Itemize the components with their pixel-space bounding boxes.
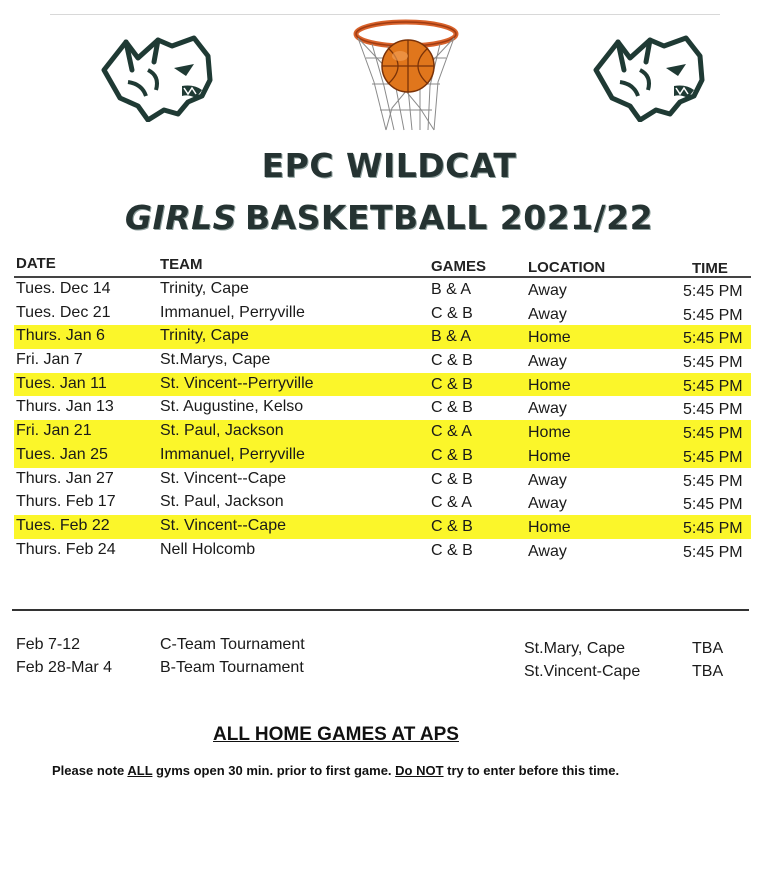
cell-games: C & B xyxy=(431,304,473,322)
cell-location: Home xyxy=(528,424,571,442)
cell-date: Thurs. Feb 17 xyxy=(16,493,116,511)
home-games-note: ALL HOME GAMES AT APS xyxy=(213,724,459,745)
table-row xyxy=(14,325,751,349)
cell-location: Away xyxy=(528,305,567,323)
cell-games: C & A xyxy=(431,423,472,441)
cell-date: Tues. Dec 21 xyxy=(16,303,111,321)
table-row xyxy=(14,396,751,420)
cell-date: Tues. Jan 25 xyxy=(16,445,108,463)
cell-time: 5:45 PM xyxy=(683,448,743,466)
basketball-hoop-icon xyxy=(350,12,462,134)
table-row xyxy=(14,420,751,444)
page-title: EPC WILDCAT xyxy=(261,146,517,185)
cell-time: 5:45 PM xyxy=(683,519,743,537)
cell-location: Away xyxy=(528,282,567,299)
cell-date: Fri. Jan 21 xyxy=(16,422,92,440)
cell-games: B & A xyxy=(431,328,472,346)
cell-date: Tues. Dec 14 xyxy=(16,280,111,297)
tournament-date: Feb 7-12 xyxy=(16,636,81,653)
cell-team: Immanuel, Perryville xyxy=(160,303,305,321)
tournament-time: TBA xyxy=(692,663,724,680)
cell-location: Away xyxy=(528,353,567,371)
table-row xyxy=(14,349,751,373)
cell-games: C & B xyxy=(431,375,473,393)
table-row xyxy=(14,515,751,539)
cell-games: C & B xyxy=(431,352,473,370)
cell-team: St.Marys, Cape xyxy=(160,351,271,369)
wildcat-head-icon xyxy=(98,30,216,122)
tournament-name: B-Team Tournament xyxy=(160,659,304,676)
cell-games: C & B xyxy=(431,517,473,535)
cell-team: St. Paul, Jackson xyxy=(160,493,284,511)
header-team: TEAM xyxy=(160,256,203,273)
cell-team: Immanuel, Perryville xyxy=(160,445,305,463)
gym-note-donot: Do NOT xyxy=(395,763,444,778)
cell-team: St. Vincent--Cape xyxy=(160,469,286,487)
cell-time: 5:45 PM xyxy=(683,472,743,490)
cell-time: 5:45 PM xyxy=(683,354,743,372)
cell-time: 5:45 PM xyxy=(683,283,743,300)
cell-location: Away xyxy=(528,542,567,560)
cell-team: Trinity, Cape xyxy=(160,327,249,345)
cell-time: 5:45 PM xyxy=(683,543,743,561)
cell-team: St. Paul, Jackson xyxy=(160,422,284,440)
table-row xyxy=(14,468,751,492)
cell-games: B & A xyxy=(431,281,472,298)
gym-note-middle: gyms open 30 min. prior to first game. xyxy=(152,763,396,778)
cell-location: Home xyxy=(528,376,571,394)
cell-time: 5:45 PM xyxy=(683,496,743,514)
cell-time: 5:45 PM xyxy=(683,377,743,395)
tournament-location: St.Mary, Cape xyxy=(524,640,626,657)
cell-games: C & A xyxy=(431,494,472,512)
gym-open-note xyxy=(52,763,619,778)
page-subtitle xyxy=(0,198,778,237)
cell-location: Home xyxy=(528,518,571,536)
cell-date: Thurs. Feb 24 xyxy=(16,540,116,558)
cell-games: C & B xyxy=(431,541,473,559)
cell-team: Nell Holcomb xyxy=(160,540,256,558)
cell-time: 5:45 PM xyxy=(683,306,743,324)
cell-time: 5:45 PM xyxy=(683,330,743,348)
table-row xyxy=(14,278,751,302)
cell-date: Thurs. Jan 6 xyxy=(16,327,105,345)
table-row xyxy=(14,491,751,515)
subtitle-girls: GIRLS xyxy=(124,198,237,237)
gym-note-suffix: try to enter before this time. xyxy=(443,763,620,778)
subtitle-rest: BASKETBALL 2021/22 xyxy=(244,198,654,237)
tournament-location: St.Vincent-Cape xyxy=(524,663,641,680)
cell-team: St. Vincent--Cape xyxy=(160,516,286,534)
cell-date: Fri. Jan 7 xyxy=(16,351,83,369)
cell-date: Tues. Feb 22 xyxy=(16,516,110,534)
cell-time: 5:45 PM xyxy=(683,425,743,443)
tournament-row xyxy=(14,659,754,683)
cell-team: St. Augustine, Kelso xyxy=(160,398,304,416)
cell-location: Home xyxy=(528,329,571,347)
cell-time: 5:45 PM xyxy=(683,401,743,419)
cell-games: C & B xyxy=(431,470,473,488)
table-header xyxy=(14,252,751,278)
cell-date: Thurs. Jan 27 xyxy=(16,469,114,487)
section-divider xyxy=(12,609,749,611)
tournament-name: C-Team Tournament xyxy=(160,636,305,653)
cell-location: Away xyxy=(528,495,567,513)
cell-team: Trinity, Cape xyxy=(160,280,249,297)
cell-team: St. Vincent--Perryville xyxy=(160,374,314,392)
cell-location: Home xyxy=(528,447,571,465)
header-games: GAMES xyxy=(431,258,487,275)
wildcat-head-icon xyxy=(590,30,708,122)
gym-note-all: ALL xyxy=(127,763,153,778)
cell-location: Away xyxy=(528,471,567,489)
cell-location: Away xyxy=(528,400,567,418)
cell-date: Thurs. Jan 13 xyxy=(16,398,114,416)
tournament-date: Feb 28-Mar 4 xyxy=(16,659,113,676)
table-body xyxy=(14,278,751,562)
table-row xyxy=(14,373,751,397)
cell-date: Tues. Jan 11 xyxy=(16,374,107,392)
table-row xyxy=(14,444,751,468)
header-time: TIME xyxy=(692,260,728,277)
header-date: DATE xyxy=(16,255,56,272)
tournament-row xyxy=(14,636,754,660)
table-row xyxy=(14,539,751,563)
gym-note-prefix: Please note xyxy=(52,763,128,778)
cell-games: C & B xyxy=(431,399,473,417)
schedule-table xyxy=(14,252,751,562)
tournament-time: TBA xyxy=(692,640,724,657)
cell-games: C & B xyxy=(431,446,473,464)
header-location: LOCATION xyxy=(528,259,606,276)
table-row xyxy=(14,302,751,326)
